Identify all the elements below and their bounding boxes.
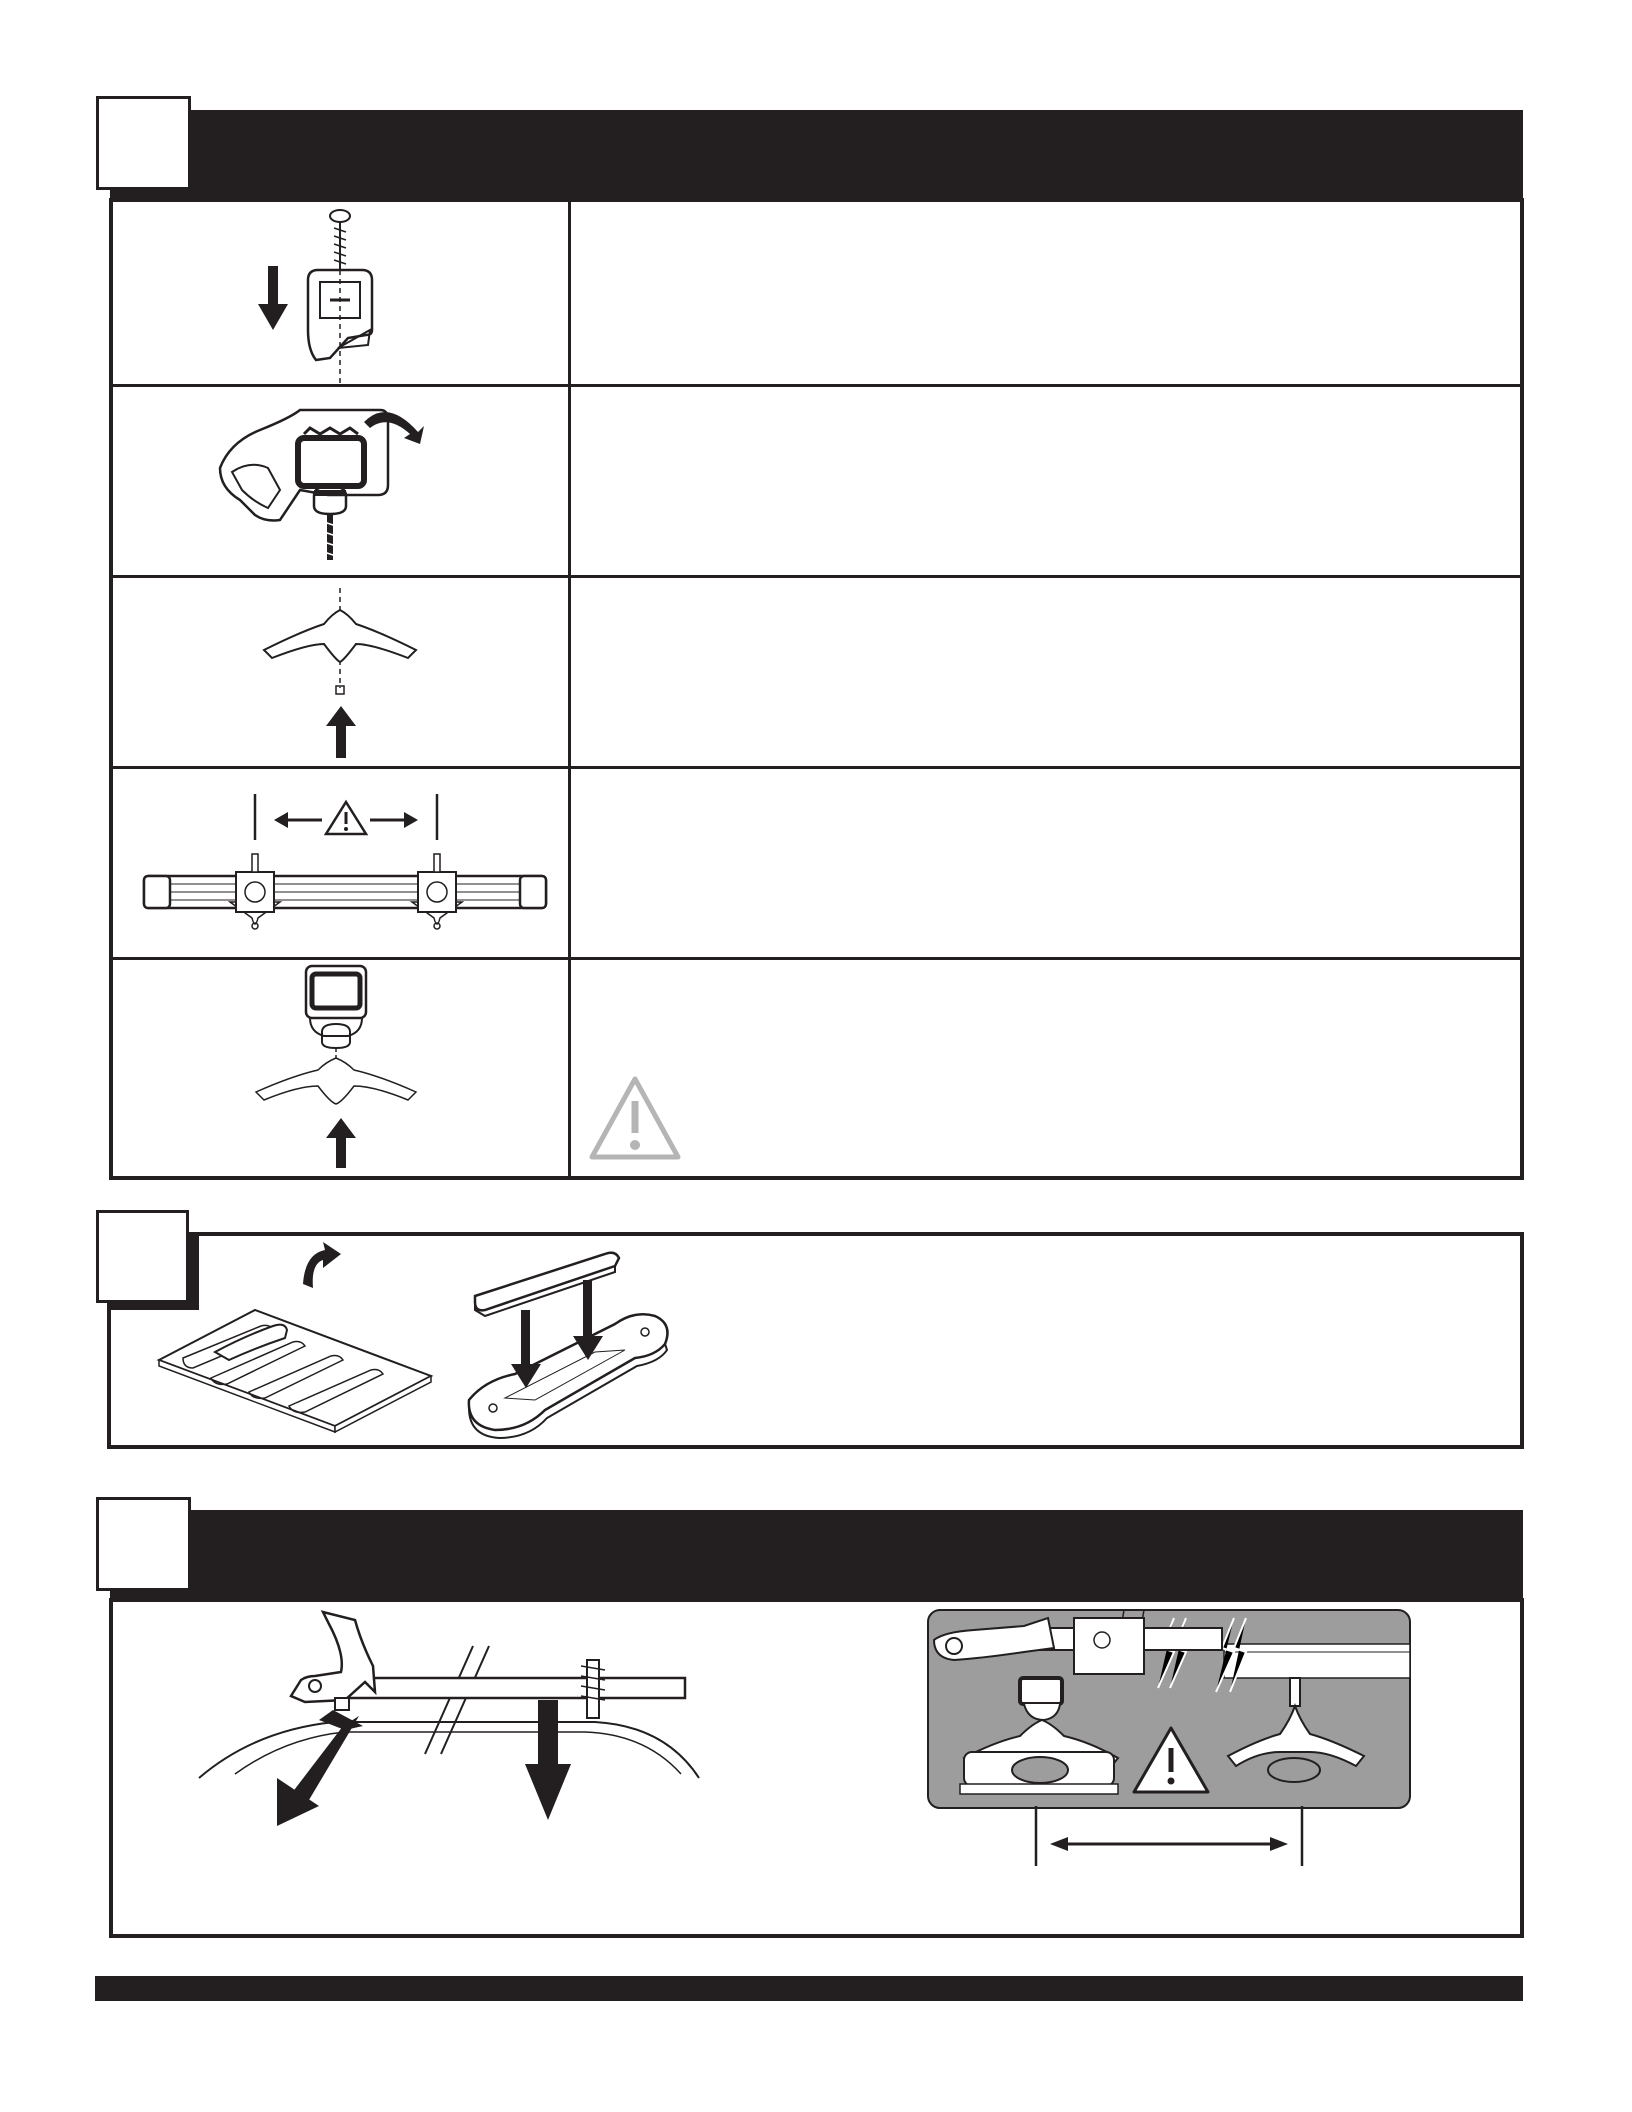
- section-1-column-divider: [568, 198, 571, 1180]
- section-1-header-bar: [110, 110, 1523, 200]
- foot-pad-icon: [260, 588, 420, 698]
- row-divider-3: [109, 766, 1524, 769]
- section-3-step-marker: [96, 1497, 191, 1591]
- row-divider-4: [109, 957, 1524, 960]
- roof-install-icon: [195, 1606, 715, 1831]
- section-3-header-bar: [110, 1510, 1523, 1600]
- foot-spacing-panel-icon: [924, 1608, 1414, 1858]
- curved-arrow-icon: [358, 392, 430, 444]
- row-divider-2: [109, 575, 1524, 578]
- warning-triangle-icon: [588, 1075, 682, 1161]
- clamp-over-foot-icon: [250, 962, 430, 1120]
- pad-sheet-icon: [155, 1240, 445, 1420]
- up-arrow-icon: [326, 706, 356, 758]
- crossbar-spacing-icon: [140, 790, 550, 940]
- section-1-step-marker: [96, 96, 191, 190]
- footer-bar: [95, 1976, 1523, 2001]
- adhesive-pad-icon: [455, 1240, 685, 1440]
- down-arrow-icon: [258, 266, 288, 330]
- up-arrow-icon: [326, 1118, 356, 1168]
